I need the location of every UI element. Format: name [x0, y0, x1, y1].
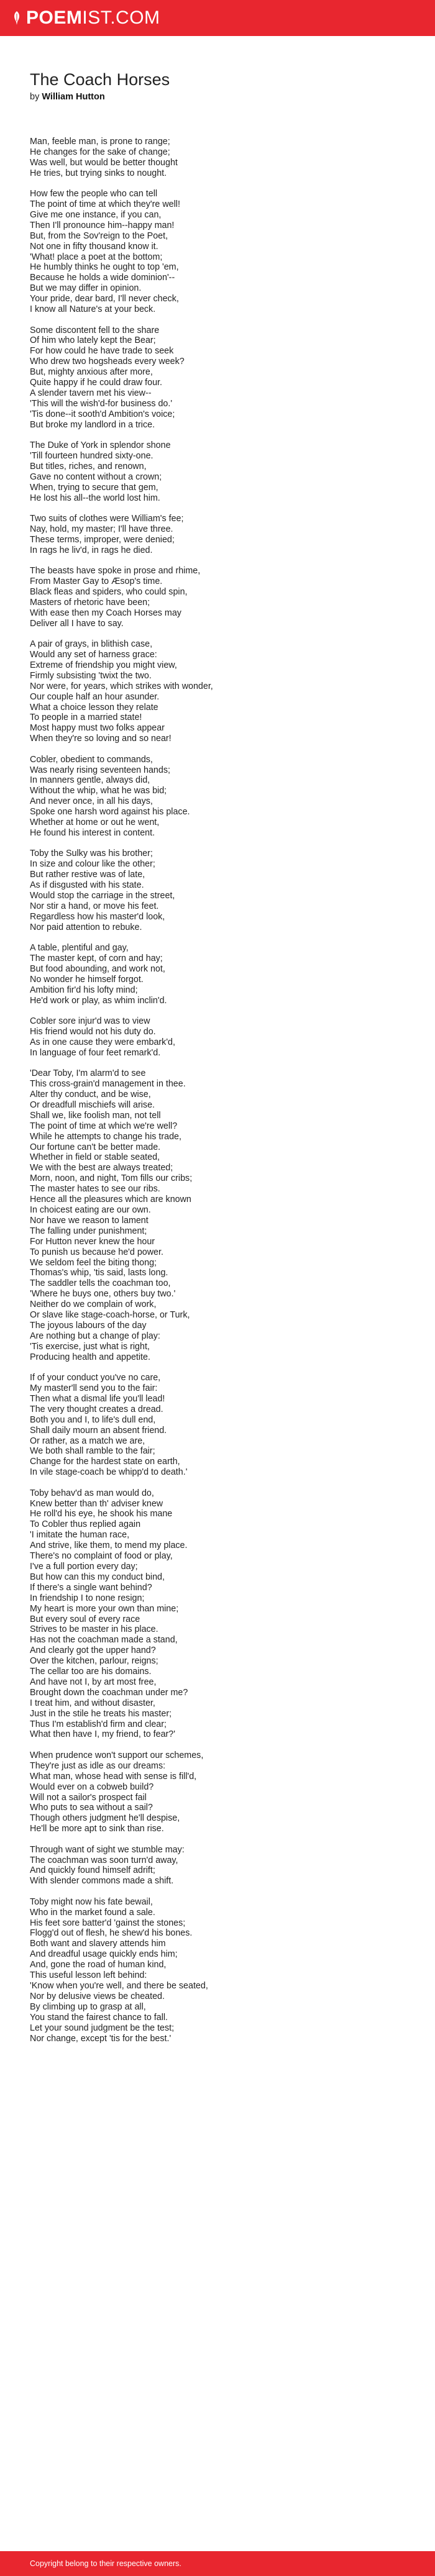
poem-line: His feet sore batter'd 'gainst the stones; [30, 1918, 186, 1928]
poem-line: And dreadful usage quickly ends him; [30, 1949, 178, 1960]
poem-line: Through want of sight we stumble may: [30, 1844, 185, 1855]
poem-line: As in one cause they were embark'd, [30, 1037, 175, 1047]
poem-line: Thus I'm establish'd firm and clear; [30, 1719, 167, 1729]
poem-line: Are nothing but a change of play: [30, 1331, 160, 1341]
poem-line: To people in a married state! [30, 712, 142, 723]
poem-line: Nor have we reason to lament [30, 1215, 149, 1226]
poem-line: Of him who lately kept the Bear; [30, 335, 156, 346]
poem-line: Who in the market found a sale. [30, 1907, 155, 1918]
stanza [30, 440, 405, 503]
poem-line: Spoke one harsh word against his place. [30, 807, 190, 817]
poem-line: 'Dear Toby, I'm alarm'd to see [30, 1068, 146, 1079]
poem-line: But, mighty anxious after more, [30, 367, 153, 378]
poem-line: This useful lesson left behind: [30, 1970, 147, 1981]
poem-line: And quickly found himself adrift; [30, 1865, 155, 1876]
poem-line: Or rather, as a match we are, [30, 1436, 145, 1446]
poem-line: Both you and I, to life's dull end, [30, 1414, 156, 1425]
poem-line: I've a full portion every day; [30, 1561, 138, 1572]
poem-line: 'Tis done--it sooth'd Ambition's voice; [30, 409, 175, 419]
stanza [30, 514, 405, 556]
poem-line: If of your conduct you've no care, [30, 1373, 161, 1383]
poem-line: This cross-grain'd management in thee. [30, 1079, 186, 1090]
poem-line: Producing health and appetite. [30, 1352, 150, 1362]
poem-line: My master'll send you to the fair: [30, 1383, 158, 1393]
poem-byline [30, 92, 405, 102]
poem-line: Toby the Sulky was his brother; [30, 849, 153, 859]
poem-line: When they're so loving and so near! [30, 734, 172, 744]
poem-line: Some discontent fell to the share [30, 325, 160, 335]
poem-line: Without the whip, what he was bid; [30, 786, 167, 796]
poem-line: Strives to be master in his place. [30, 1624, 158, 1635]
poem-line: Most happy must two folks appear [30, 723, 165, 734]
poem-line: Quite happy if he could draw four. [30, 378, 162, 388]
stanza [30, 1016, 405, 1058]
poem-line: Nor change, except 'tis for the best.' [30, 2033, 172, 2044]
poem-line: Firmly subsisting 'twixt the two. [30, 670, 152, 681]
poem-line: Your pride, dear bard, I'll never check, [30, 294, 179, 304]
poem-line: If there's a single want behind? [30, 1582, 152, 1593]
poem-line: Thomas's whip, 'tis said, lasts long. [30, 1268, 168, 1278]
poem-line: Toby behav'd as man would do, [30, 1488, 154, 1498]
poem-line: In choicest eating are our own. [30, 1204, 151, 1215]
poem-line: Toby might now his fate bewail, [30, 1896, 153, 1907]
poem-line: The Duke of York in splendor shone [30, 440, 171, 451]
poem-line: A pair of grays, in blithish case, [30, 639, 153, 650]
poem-line: We with the best are always treated; [30, 1163, 173, 1173]
poem-line: The master kept, of corn and hay; [30, 953, 163, 964]
poem-line: 'Where he buys one, others buy two.' [30, 1289, 176, 1299]
site-logo[interactable] [12, 7, 160, 29]
poem-line: Morn, noon, and night, Tom fills our cribs; [30, 1173, 193, 1184]
poem-line: Flogg'd out of flesh, he shew'd his bones. [30, 1928, 193, 1939]
poem-line: Regardless how his master'd look, [30, 911, 165, 922]
poem-line: He found his interest in content. [30, 827, 155, 838]
poem-line: Extreme of friendship you might view, [30, 660, 177, 670]
poem-line: 'I imitate the human race, [30, 1530, 130, 1541]
stanza [30, 189, 405, 315]
poem-line: When prudence won't support our schemes, [30, 1750, 204, 1760]
stanza [30, 137, 405, 179]
poem-line: I treat him, and without disaster, [30, 1698, 155, 1708]
poem-line: The joyous labours of the day [30, 1320, 147, 1331]
poem-line: To punish us because he'd power. [30, 1247, 163, 1257]
poem-line: 'Know when you're well, and there be seated, [30, 1981, 208, 1991]
poem-line: Nay, hold, my master; I'll have three. [30, 524, 173, 534]
poem-line: In language of four feet remark'd. [30, 1047, 161, 1058]
poem-line: Or dreadfull mischiefs will arise. [30, 1099, 155, 1110]
stanza [30, 639, 405, 744]
stanza [30, 1897, 405, 2044]
poem-line: Gave no content without a crown; [30, 471, 162, 482]
poem-line: The beasts have spoke in prose and rhime, [30, 566, 201, 576]
poem-line: He tries, but trying sinks to nought. [30, 168, 167, 178]
poem-line: But every soul of every race [30, 1614, 140, 1624]
poem-line: Would stop the carriage in the street, [30, 891, 175, 901]
poem-line: Brought down the coachman under me? [30, 1687, 188, 1698]
poem-line: But food abounding, and work not, [30, 963, 165, 974]
poem-line: The falling under punishment; [30, 1226, 147, 1236]
stanza [30, 1750, 405, 1834]
poem-line: No wonder he himself forgot. [30, 974, 144, 985]
stanza [30, 1488, 405, 1741]
poem-line: Black fleas and spiders, who could spin, [30, 586, 188, 597]
poem-line: He'd work or play, as whim inclin'd. [30, 995, 167, 1006]
poem-line: And have not I, by art most free, [30, 1677, 157, 1687]
stanza [30, 849, 405, 932]
stanza [30, 1845, 405, 1887]
poem-line: From Master Gay to Æsop's time. [30, 576, 163, 587]
poem-line: Because he holds a wide dominion'-- [30, 273, 175, 283]
poem-line: Then I'll pronounce him--happy man! [30, 220, 175, 230]
stanza [30, 325, 405, 430]
poem-line: These terms, improper, were denied; [30, 534, 175, 545]
poem-line: As if disgusted with his state. [30, 880, 144, 891]
poem-line: For how could he have trade to seek [30, 346, 174, 357]
poem-line: And strive, like them, to mend my place. [30, 1541, 188, 1551]
poem-line: Just in the stile he treats his master; [30, 1708, 172, 1719]
poem-line: Give me one instance, if you can, [30, 209, 162, 220]
poem-line: When, trying to secure that gem, [30, 482, 158, 493]
poem-line: Then what a dismal life you'll lead! [30, 1393, 165, 1404]
poem-line: But titles, riches, and renown, [30, 461, 147, 471]
author-link[interactable]: William Hutton [42, 92, 105, 102]
poem-line: By climbing up to grasp at all, [30, 2001, 146, 2012]
poem-line: The coachman was soon turn'd away, [30, 1855, 178, 1865]
poem-line: 'What! place a poet at the bottom; [30, 252, 163, 262]
poem-line: Our couple half an hour asunder. [30, 691, 160, 702]
poem-line: Would any set of harness grace: [30, 649, 157, 660]
quill-pen-icon [12, 11, 21, 25]
stanza [30, 943, 405, 1006]
poem-line: His friend would not his duty do. [30, 1026, 156, 1037]
poem-line: Over the kitchen, parlour, reigns; [30, 1656, 158, 1667]
poem-line: Would ever on a cobweb build? [30, 1782, 154, 1792]
site-footer [0, 2551, 435, 2576]
poem-line: Whether in field or stable seated, [30, 1152, 160, 1163]
poem-line: Was well, but would be better thought [30, 157, 178, 168]
poem-line: Knew better than th' adviser knew [30, 1498, 163, 1509]
poem-line: Was nearly rising seventeen hands; [30, 765, 170, 775]
poem-line: There's no complaint of food or play, [30, 1551, 173, 1562]
poem-line: But broke my landlord in a trice. [30, 419, 155, 430]
poem-line: Shall daily mourn an absent friend. [30, 1425, 167, 1436]
poem-line: Nor by delusive views be cheated. [30, 1991, 165, 2001]
poem-line: With slender commons made a shift. [30, 1876, 174, 1886]
poem-line: But how can this my conduct bind, [30, 1572, 165, 1582]
poem-line: How few the people who can tell [30, 189, 158, 199]
poem-line: Both want and slavery attends him [30, 1939, 166, 1949]
poem-line: Two suits of clothes were William's fee; [30, 514, 184, 524]
poem-line: For Hutton never knew the hour [30, 1236, 155, 1247]
poem-line: Will not a sailor's prospect fail [30, 1792, 147, 1803]
poem-line: Cobler, obedient to commands, [30, 754, 153, 765]
poem-line: I know all Nature's at your beck. [30, 304, 156, 315]
poem-line: Not one in fifty thousand know it. [30, 241, 158, 252]
poem-line: Has not the coachman made a stand, [30, 1635, 178, 1645]
poem-line: In friendship I to none resign; [30, 1593, 145, 1603]
poem-line: 'This will the wish'd-for business do.' [30, 398, 173, 409]
poem-line: A table, plentiful and gay, [30, 943, 129, 953]
poem-line: He humbly thinks he ought to top 'em, [30, 262, 179, 273]
poem-line: Nor stir a hand, or move his feet. [30, 901, 159, 911]
byline-prefix: by [30, 92, 40, 102]
poem-line: Who drew two hogsheads every week? [30, 357, 185, 367]
logo-bold-part: POEM [26, 7, 83, 28]
poem-line: What man, whose head with sense is fill'd, [30, 1771, 197, 1782]
poem-line: The cellar too are his domains. [30, 1667, 152, 1677]
poem-line: In rags he liv'd, in rags he died. [30, 545, 153, 555]
poem-line: And clearly got the upper hand? [30, 1645, 156, 1656]
poem-line: Let your sound judgment be the test; [30, 2023, 175, 2033]
poem-line: Man, feeble man, is prone to range; [30, 137, 170, 147]
poem-line: The point of time at which they're well! [30, 199, 180, 210]
poem-line: He roll'd his eye, he shook his mane [30, 1509, 173, 1519]
poem-content [0, 36, 435, 2044]
poem-line: The very thought creates a dread. [30, 1404, 163, 1414]
poem-line: He lost his all--the world lost him. [30, 493, 160, 503]
poem-line: 'Till fourteen hundred sixty-one. [30, 450, 153, 461]
poem-line: Cobler sore injur'd was to view [30, 1016, 150, 1027]
poem-line: Ambition fir'd his lofty mind; [30, 985, 138, 995]
poem-line: In size and colour like the other; [30, 859, 155, 870]
poem-line: The master hates to see our ribs. [30, 1184, 160, 1195]
poem-line: The point of time at which we're well? [30, 1121, 178, 1131]
poem-body [30, 137, 405, 2044]
poem-line: With ease then my Coach Horses may [30, 608, 181, 618]
poem-line: Alter thy conduct, and be wise, [30, 1090, 151, 1099]
poem-line: He changes for the sake of change; [30, 147, 170, 157]
poem-line: But we may differ in opinion. [30, 283, 142, 294]
footer-copyright: Copyright belong to their respective owners. [30, 2559, 181, 2568]
poem-line: Masters of rhetoric have been; [30, 597, 150, 608]
poem-line: Or slave like stage-coach-horse, or Turk, [30, 1310, 190, 1321]
stanza [30, 755, 405, 839]
poem-line: A slender tavern met his view-- [30, 388, 152, 398]
poem-line: You stand the fairest chance to fall. [30, 2012, 168, 2023]
poem-line: While he attempts to change his trade, [30, 1131, 181, 1142]
poem-line: 'Tis exercise, just what is right, [30, 1341, 150, 1352]
poem-line: What a choice lesson they relate [30, 702, 158, 712]
stanza [30, 566, 405, 629]
poem-line: Deliver all I have to say. [30, 618, 124, 629]
stanza [30, 1068, 405, 1362]
poem-line: Shall we, like foolish man, not tell [30, 1110, 161, 1121]
poem-line: He'll be more apt to sink than rise. [30, 1824, 164, 1834]
poem-line: Though others judgment he'll despise, [30, 1813, 180, 1824]
site-header [0, 0, 435, 36]
poem-line: Nor paid attention to rebuke. [30, 922, 142, 932]
poem-line: But rather restive was of late, [30, 870, 145, 880]
poem-line: Hence all the pleasures which are known [30, 1195, 191, 1205]
poem-line: They're just as idle as our dreams: [30, 1760, 166, 1771]
poem-line: The saddler tells the coachman too, [30, 1278, 171, 1289]
poem-line: We seldom feel the biting thong; [30, 1257, 157, 1268]
poem-line: Whether at home or out he went, [30, 817, 160, 828]
poem-line: In vile stage-coach be whipp'd to death.' [30, 1467, 188, 1478]
logo-rest-part: IST.COM [82, 7, 160, 28]
poem-line: In manners gentle, always did, [30, 775, 150, 786]
poem-line: Neither do we complain of work, [30, 1299, 157, 1310]
poem-line: My heart is more your own than mine; [30, 1603, 179, 1614]
poem-line: But, from the Sov'reign to the Poet, [30, 230, 168, 241]
site-logo-text [26, 7, 160, 29]
poem-line: To Cobler thus replied again [30, 1519, 141, 1530]
poem-line: Nor were, for years, which strikes with wonder, [30, 681, 213, 691]
poem-line: Our fortune can't be better made. [30, 1142, 161, 1152]
poem-line: And never once, in all his days, [30, 796, 153, 807]
poem-line: And, gone the road of human kind, [30, 1960, 167, 1970]
poem-line: We both shall ramble to the fair; [30, 1446, 155, 1457]
poem-line: Who puts to sea without a sail? [30, 1803, 153, 1813]
poem-line: What then have I, my friend, to fear?' [30, 1729, 175, 1740]
stanza [30, 1373, 405, 1478]
poem-title: The Coach Horses [30, 70, 170, 89]
poem-line: Change for the hardest state on earth, [30, 1457, 180, 1467]
